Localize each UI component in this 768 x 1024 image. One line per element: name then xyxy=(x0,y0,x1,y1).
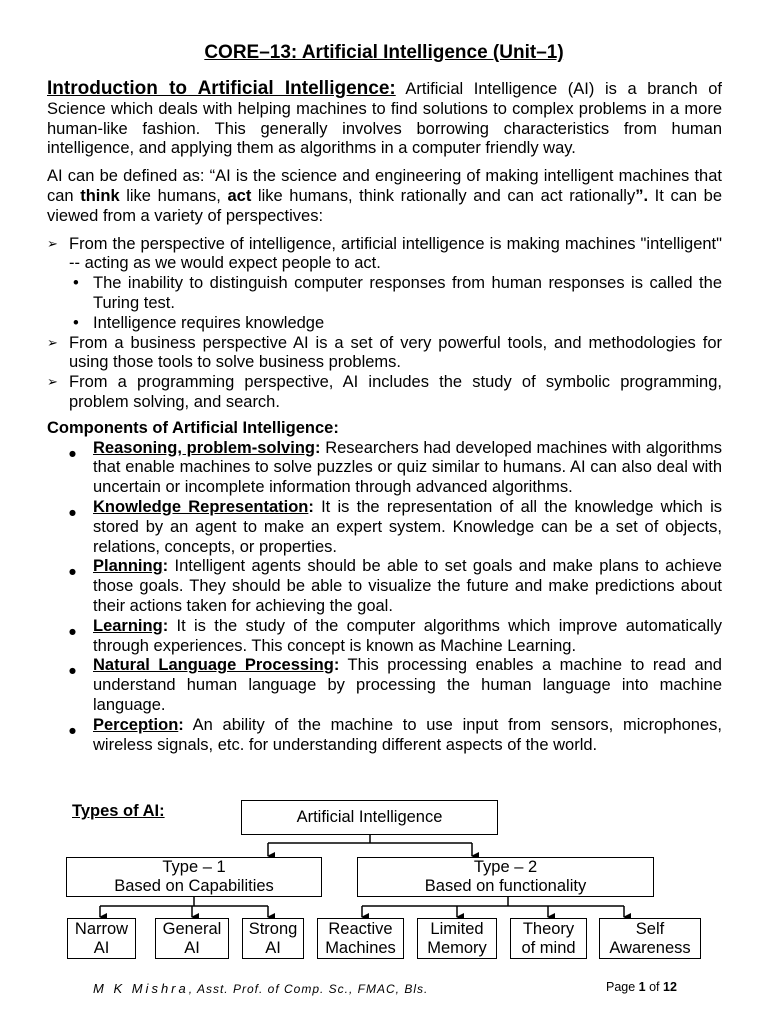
definition-text-4: It can be viewed from a variety of perspectives: xyxy=(47,186,722,225)
intro-heading: Introduction to Artificial Intelligence: xyxy=(47,78,396,99)
footer-author xyxy=(93,981,428,996)
leaf-line2: Awareness xyxy=(609,938,691,957)
types-heading: Types of AI: xyxy=(72,802,165,820)
component-term: Knowledge Representation xyxy=(93,497,309,516)
diagram-root-box xyxy=(241,800,498,835)
page-total: 12 xyxy=(663,980,677,994)
leaf-line1: General xyxy=(162,919,222,938)
component-item: ● Natural Language Processing: This processing enables a machine to read and understand human language by processing the human language into machine language. xyxy=(93,656,722,715)
footer-author-name: M K Mishra xyxy=(93,981,189,996)
component-term: Learning xyxy=(93,616,163,635)
leaf-line2: AI xyxy=(93,938,110,957)
type1-line1: Type – 1 xyxy=(162,858,226,876)
perspective-item: ➢ From a business perspective AI is a set of very powerful tools, and methodologies for using those tools to solve business problems. xyxy=(69,334,722,374)
definition-think: think xyxy=(80,186,120,205)
definition-text-1: AI can be defined as: “AI is the science and engineering of making intelligent machines that can xyxy=(47,167,722,205)
diagram-type1-box xyxy=(66,857,322,897)
diagram-leaf-box xyxy=(417,918,497,959)
definition-act: act xyxy=(227,186,252,205)
leaf-line2: of mind xyxy=(521,938,576,957)
page-of: of xyxy=(645,980,663,994)
definition-text-2: like humans, xyxy=(119,186,228,205)
component-item: ● Reasoning, problem-solving: Researchers had developed machines with algorithms that enable machines to solve puzzles or quiz similar to humans. AI can also deal with uncertain or incomplete information through advanced algorithms. xyxy=(93,439,722,498)
perspective-intelligence: From the perspective of intelligence, artificial intelligence is making machines "intelligent" -- acting as we would expect people to act. xyxy=(69,234,722,273)
component-text: It is the representation of all the knowledge which is stored by an agent to make an expert system. Knowledge can be a set of objects, relations, concepts, or properties. xyxy=(93,497,722,556)
component-text: Researchers had developed machines with algorithms that enable machines to solve puzzles or quiz similar to humans. AI can also deal with uncertain or incomplete information through advanced algorithms. xyxy=(93,438,723,497)
page-title: CORE–13: Artificial Intelligence (Unit–1) xyxy=(204,42,564,63)
diagram-leaf-box xyxy=(510,918,587,959)
leaf-line1: Narrow xyxy=(74,919,129,938)
perspective-sub-item: • The inability to distinguish computer responses from human responses is called the Turing test. xyxy=(93,274,722,314)
diagram-leaf-box xyxy=(67,918,136,959)
component-term: Natural Language Processing xyxy=(93,656,334,675)
diagram-leaf-box xyxy=(317,918,404,959)
perspective-sub-item: • Intelligence requires knowledge xyxy=(93,314,722,334)
component-text: It is the study of the computer algorithms which improve automatically through experiences. This concept is known as Machine Learning. xyxy=(93,616,722,655)
diagram-leaf-box xyxy=(155,918,229,959)
leaf-line1: Strong xyxy=(248,919,298,938)
leaf-line1: Theory xyxy=(522,919,575,938)
leaf-line1: Self xyxy=(635,919,665,938)
diagram-type2-box xyxy=(357,857,654,897)
type2-line1: Type – 2 xyxy=(473,858,538,876)
component-term: Reasoning, problem-solving xyxy=(93,438,315,457)
type2-line2: Based on functionality xyxy=(424,877,587,895)
page-current: 1 xyxy=(638,980,646,994)
leaf-line1: Reactive xyxy=(328,919,393,938)
footer-affiliation: , Asst. Prof. of Comp. Sc., FMAC, Bls. xyxy=(188,982,429,996)
leaf-line2: Memory xyxy=(427,938,487,957)
leaf-line2: AI xyxy=(265,938,281,957)
diagram-leaf-box xyxy=(242,918,304,959)
component-item: ● Learning: It is the study of the computer algorithms which improve automatically through experiences. This concept is known as Machine Learning. xyxy=(93,617,722,657)
diagram-leaf-box xyxy=(599,918,701,959)
definition-text-3: like humans, think rationally and can act rationally xyxy=(251,186,636,205)
definition-close: ”. xyxy=(635,186,649,205)
leaf-line2: AI xyxy=(184,938,200,957)
components-heading: Components of Artificial Intelligence: xyxy=(47,418,339,437)
page-number xyxy=(606,980,677,994)
component-text: Intelligent agents should be able to set goals and make plans to achieve those goals. They should be able to visualize the future and make predictions about their actions taken for achieving the goal. xyxy=(93,557,722,615)
component-item: ● Planning: Intelligent agents should be able to set goals and make plans to achieve those goals. They should be able to visualize the future and make predictions about their actions taken for achieving the goal. xyxy=(93,557,722,616)
component-term: Perception xyxy=(93,715,179,734)
component-text: An ability of the machine to use input from sensors, microphones, wireless signals, etc. for understanding different aspects of the world. xyxy=(93,715,722,754)
leaf-line1: Limited xyxy=(430,919,484,938)
component-item: ● Perception: An ability of the machine to use input from sensors, microphones, wireless signals, etc. for understanding different aspects of the world. xyxy=(93,716,722,756)
page-prefix: Page xyxy=(606,980,639,994)
type1-line2: Based on Capabilities xyxy=(114,877,274,895)
diagram-root-label: Artificial Intelligence xyxy=(296,808,443,826)
leaf-line2: Machines xyxy=(325,938,396,957)
component-term: Planning xyxy=(93,557,163,576)
component-item: ● Knowledge Representation: It is the representation of all the knowledge which is stored by an agent to make an expert system. Knowledge can be a set of objects, relations, concepts, or properties. xyxy=(93,498,722,557)
component-text: This processing enables a machine to read and understand human language by processing the human language into machine language. xyxy=(93,656,722,714)
perspective-item: ➢ From a programming perspective, AI includes the study of symbolic programming, problem solving, and search. xyxy=(69,373,722,413)
intro-text: Artificial Intelligence (AI) is a branch of Science which deals with helping machines to find solutions to complex problems in a more human-like fashion. This generally involves borrowing characteristics from human intelligence, and applying them as algorithms in a computer friendly way. xyxy=(47,80,722,158)
